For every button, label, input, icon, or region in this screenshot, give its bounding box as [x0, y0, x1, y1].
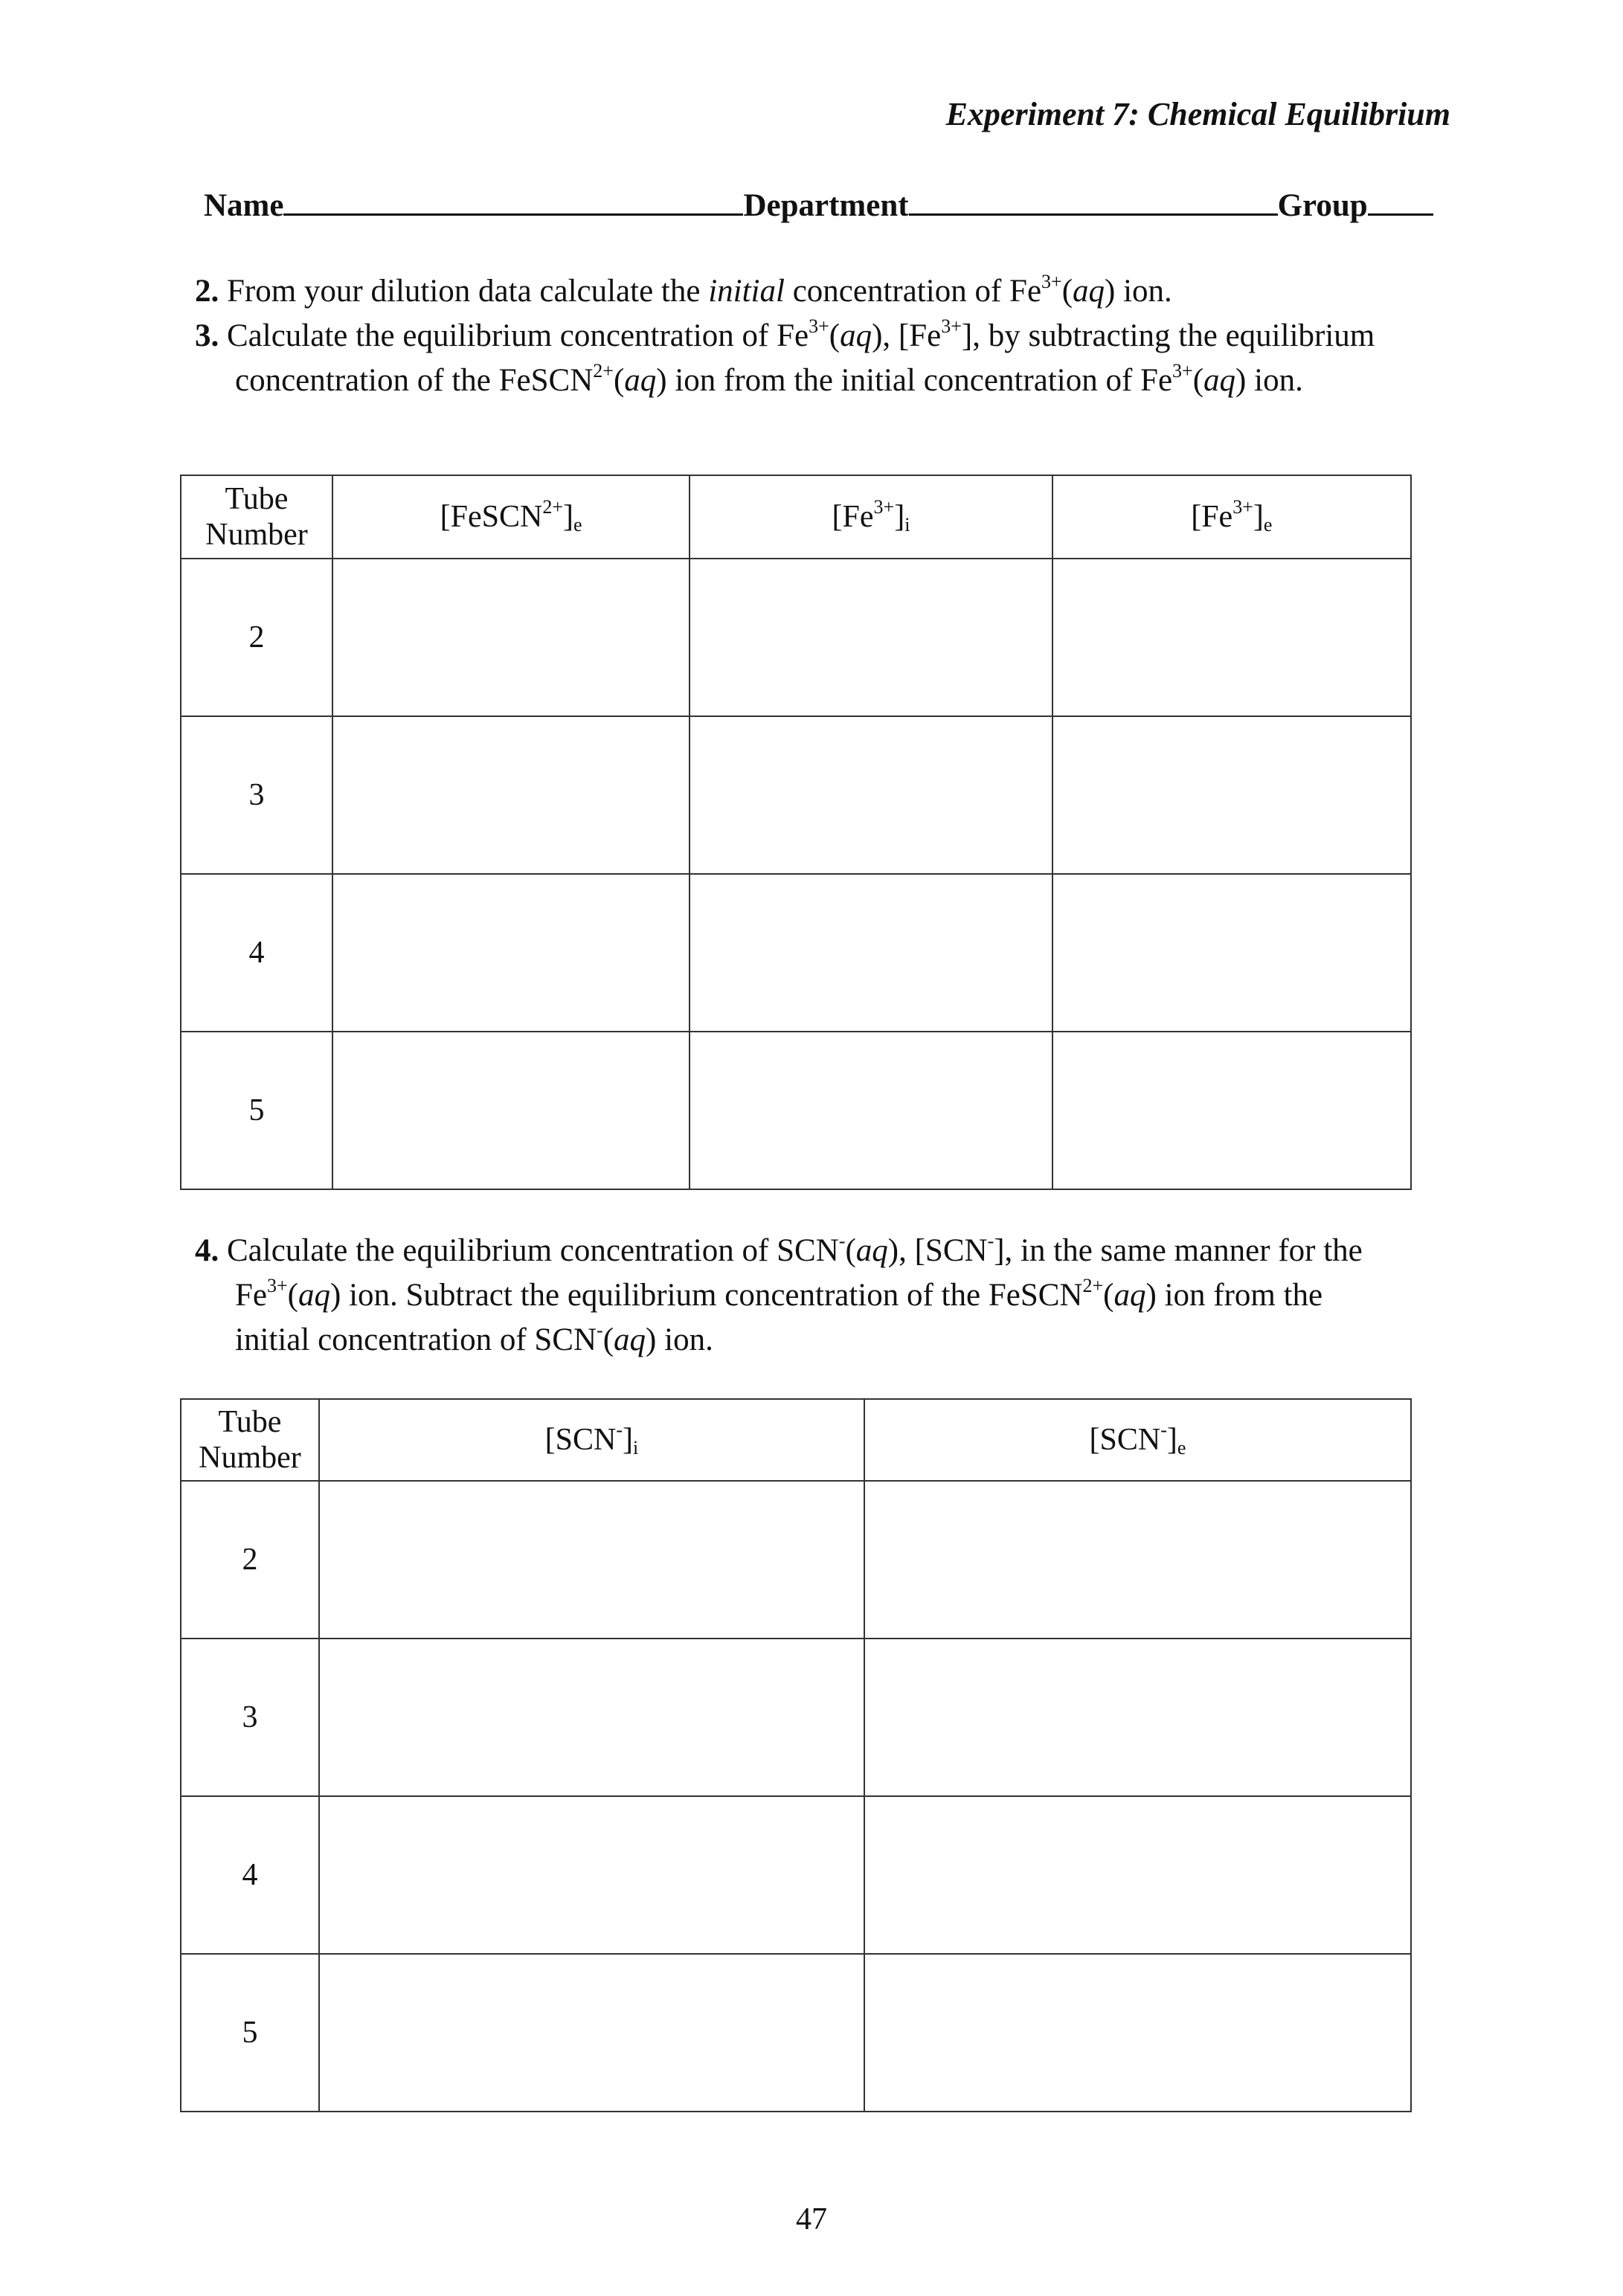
group-label: Group — [1277, 188, 1368, 223]
answer-cell[interactable] — [332, 559, 690, 716]
tube-number-header: Tube Number — [181, 1399, 319, 1481]
answer-cell[interactable] — [1052, 874, 1411, 1032]
tube-number-cell: 2 — [181, 559, 332, 716]
answer-cell[interactable] — [864, 1481, 1411, 1639]
department-field[interactable] — [909, 188, 1278, 216]
answer-cell[interactable] — [319, 1639, 864, 1796]
page-number: 47 — [796, 2202, 827, 2236]
answer-cell[interactable] — [319, 1481, 864, 1639]
tube-number-header: Tube Number — [181, 475, 332, 559]
tube-number-cell: 2 — [181, 1481, 319, 1639]
department-label: Department — [743, 188, 909, 223]
table-row — [181, 716, 1411, 874]
table-header-row — [181, 1399, 1411, 1481]
answer-cell[interactable] — [319, 1954, 864, 2112]
page-header-title: Experiment 7: Chemical Equilibrium — [945, 96, 1450, 132]
answer-cell[interactable] — [690, 1032, 1052, 1189]
question-4: 4. Calculate the equilibrium concentration of SCN-(aq), [SCN-], in the same manner for the $Fe^{3+}(aq)$ ion. Subtract the equilibrium concentration of the FeSCN$^{2+}$(aq) ion from the initial concentration of SCN-(aq) ion. — [195, 1230, 1363, 1357]
scn-equilibrium-header: $[SCN^-]_e$ — [864, 1399, 1411, 1481]
table-row — [181, 1796, 1411, 1954]
question-2-number: 2. — [195, 274, 219, 309]
answer-cell[interactable] — [1052, 1032, 1411, 1189]
table-row — [181, 1954, 1411, 2112]
name-field[interactable] — [283, 188, 743, 216]
question-3: 3. Calculate the equilibrium concentration of $Fe^{3+}(aq)$, $[Fe^{3+}]$, by subtracting the equilibrium concentration of the FeSCN$^{2+}$(aq) ion from the initial concentration of $Fe^{3+}(aq)$ ion. — [195, 315, 1375, 398]
answer-cell[interactable] — [319, 1796, 864, 1954]
answer-cell[interactable] — [1052, 716, 1411, 874]
answer-cell[interactable] — [864, 1639, 1411, 1796]
tube-number-cell: 5 — [181, 1032, 332, 1189]
table-row — [181, 1639, 1411, 1796]
answer-cell[interactable] — [864, 1796, 1411, 1954]
tube-number-cell: 4 — [181, 1796, 319, 1954]
answer-cell[interactable] — [690, 559, 1052, 716]
answer-cell[interactable] — [332, 874, 690, 1032]
answer-cell[interactable] — [690, 874, 1052, 1032]
answer-cell[interactable] — [690, 716, 1052, 874]
scn-initial-header: $[SCN^-]_i$ — [319, 1399, 864, 1481]
fescn-equilibrium-header: $[FeSCN^{2+}]_e$ — [332, 475, 690, 559]
table-row — [181, 1481, 1411, 1639]
answer-cell[interactable] — [332, 716, 690, 874]
table-header-row — [181, 475, 1411, 559]
scn-concentration-table — [180, 1398, 1412, 2112]
tube-number-cell: 4 — [181, 874, 332, 1032]
table-row — [181, 874, 1411, 1032]
group-field[interactable] — [1368, 188, 1433, 216]
question-3-number: 3. — [195, 318, 219, 353]
fe-equilibrium-header: $[Fe^{3+}]_e$ — [1052, 475, 1411, 559]
tube-number-cell: 3 — [181, 716, 332, 874]
fe-concentration-table — [180, 475, 1412, 1190]
tube-number-cell: 3 — [181, 1639, 319, 1796]
tube-number-cell: 5 — [181, 1954, 319, 2112]
table-row — [181, 1032, 1411, 1189]
fe-initial-header: $[Fe^{3+}]_i$ — [690, 475, 1052, 559]
answer-cell[interactable] — [864, 1954, 1411, 2112]
answer-cell[interactable] — [332, 1032, 690, 1189]
table-row — [181, 559, 1411, 716]
name-label: Name — [204, 188, 284, 223]
answer-cell[interactable] — [1052, 559, 1411, 716]
student-info-line — [204, 187, 1450, 224]
question-2: 2. From your dilution data calculate the initial concentration of $Fe^{3+}(aq)$ ion. — [195, 271, 1172, 309]
question-4-number: 4. — [195, 1233, 219, 1268]
